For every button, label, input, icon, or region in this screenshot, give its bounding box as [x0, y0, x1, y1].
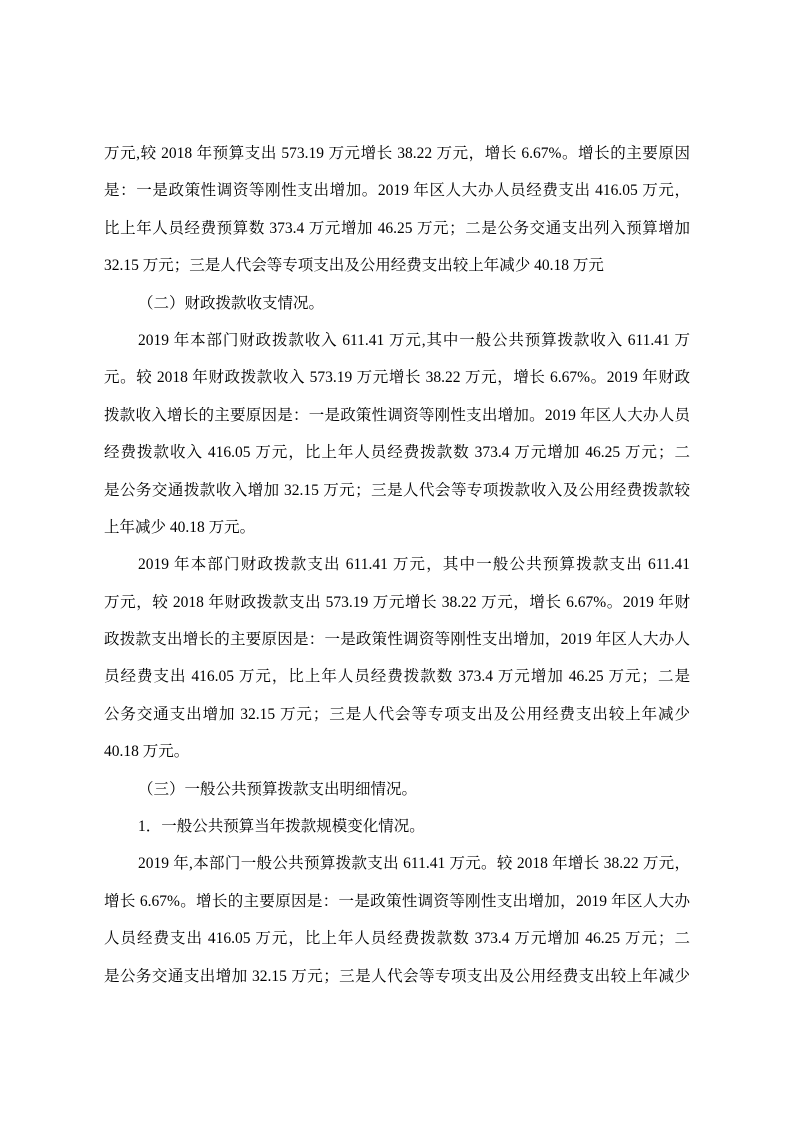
heading-item-1-appropriation-scale-change [104, 808, 690, 845]
para-budget-expenditure-continued [104, 135, 690, 285]
text-line: 万元,较 2018 年预算支出 573.19 万元增长 38.22 万元，增长 6.67%。增长的主要原因 [104, 145, 690, 162]
text-line: 2019 年,本部门一般公共预算拨款支出 611.41 万元。较 2018 年增长 38.22 万元， [138, 855, 690, 873]
text-line: 比上年人员经费预算数 373.4 万元增加 46.25 万元；二是公务交通支出列入预算增加 [104, 219, 690, 237]
text-line: 人员经费支出 416.05 万元，比上年人员经费拨款数 373.4 万元增加 46.25 万元；二 [104, 930, 690, 948]
text-line: 是公务交通拨款收入增加 32.15 万元；三是人代会等专项拨款收入及公用经费拨款较 [104, 481, 690, 499]
document-body [104, 135, 690, 995]
text-line: 2019 年本部门财政拨款收入 611.41 万元,其中一般公共预算拨款收入 611.41 万 [138, 331, 690, 349]
para-fiscal-appropriation-expenditure [104, 546, 690, 770]
text-line: 40.18 万元。 [104, 743, 190, 761]
text-line: （二）财政拨款收支情况。 [138, 294, 325, 312]
text-line: 公务交通支出增加 32.15 万元；三是人代会等专项支出及公用经费支出较上年减少 [104, 705, 690, 723]
text-line: 32.15 万元；三是人代会等专项支出及公用经费支出较上年减少 40.18 万元 [104, 257, 604, 275]
text-line: （三）一般公共预算拨款支出明细情况。 [138, 780, 418, 798]
heading-section-3-general-public-budget-detail [104, 771, 690, 808]
text-line: 上年减少 40.18 万元。 [104, 518, 256, 536]
para-general-public-budget-expenditure [104, 845, 690, 995]
text-line: 是：一是政策性调资等刚性支出增加。2019 年区人大办人员经费支出 416.05 万元， [104, 182, 690, 200]
text-line: 拨款收入增长的主要原因是：一是政策性调资等刚性支出增加。2019 年区人大办人员 [104, 406, 690, 424]
heading-section-2-fiscal-appropriation [104, 285, 690, 322]
text-line: 2019 年本部门财政拨款支出 611.41 万元，其中一般公共预算拨款支出 611.41 [138, 556, 690, 574]
text-line: 1．一般公共预算当年拨款规模变化情况。 [138, 818, 425, 836]
text-line: 是公务交通支出增加 32.15 万元；三是人代会等专项支出及公用经费支出较上年减少 [104, 967, 690, 985]
text-line: 增长 6.67%。增长的主要原因是：一是政策性调资等刚性支出增加，2019 年区人大办 [104, 892, 690, 910]
text-line: 经费拨款收入 416.05 万元，比上年人员经费拨款数 373.4 万元增加 46.25 万元；二 [104, 444, 690, 462]
text-line: 元。较 2018 年财政拨款收入 573.19 万元增长 38.22 万元，增长 6.67%。2019 年财政 [104, 369, 690, 387]
text-line: 万元，较 2018 年财政拨款支出 573.19 万元增长 38.22 万元，增长 6.67%。2019 年财 [104, 593, 690, 611]
para-fiscal-appropriation-income [104, 322, 690, 546]
text-line: 政拨款支出增长的主要原因是：一是政策性调资等刚性支出增加，2019 年区人大办人 [104, 631, 690, 649]
text-line: 员经费支出 416.05 万元，比上年人员经费拨款数 373.4 万元增加 46.25 万元；二是 [104, 668, 690, 686]
